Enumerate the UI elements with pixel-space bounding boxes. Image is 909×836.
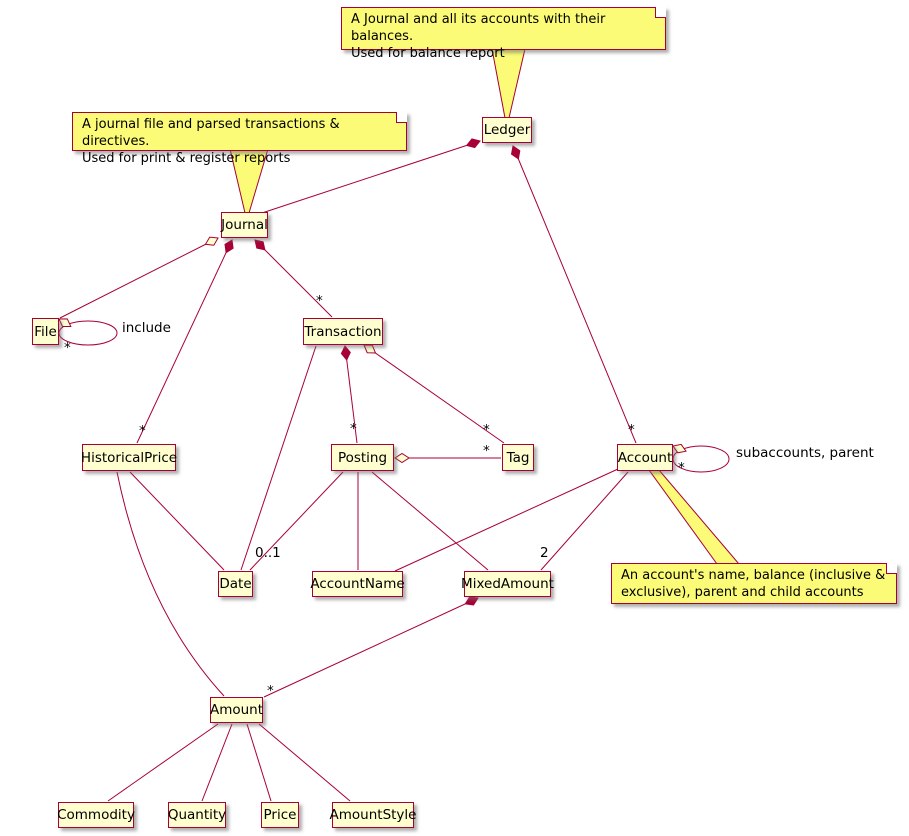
label-journal-transaction-mult: * <box>316 293 323 309</box>
class-box-accountname: AccountName <box>312 571 403 597</box>
edge-historicalprice-date <box>130 472 224 570</box>
account-note-connector <box>649 470 739 564</box>
account-note-line: An account's name, balance (inclusive & <box>621 568 886 583</box>
edge-mixedamount-amount <box>264 598 478 697</box>
class-box-date: Date <box>218 571 253 597</box>
decor-posting-tag <box>395 454 409 463</box>
edge-amount-price <box>247 724 271 801</box>
label-account-loop-mult: * <box>678 460 685 476</box>
label-account-loop-label: subaccounts, parent <box>736 445 874 461</box>
decor-ledger-account <box>512 146 520 159</box>
label-posting-date-mult: 0..1 <box>255 545 281 561</box>
decor-file-include <box>59 319 71 327</box>
class-box-amount: Amount <box>210 697 263 723</box>
note-fold-corner-icon <box>396 112 407 123</box>
decor-transaction-tag <box>364 345 376 353</box>
account-note <box>611 563 897 604</box>
label-file-include-label: include <box>122 320 171 336</box>
class-box-posting: Posting <box>331 444 394 471</box>
decor-mixedamount-amount <box>465 597 478 605</box>
ledger-note-line: Used for balance report <box>351 46 505 61</box>
label-ledger-account-mult: * <box>628 422 635 438</box>
journal-note-line: A journal file and parsed transactions & directives. <box>82 117 340 149</box>
class-box-tag: Tag <box>502 444 534 471</box>
class-box-mixedamount: MixedAmount <box>464 571 551 597</box>
label-posting-tag-mult: * <box>483 443 490 459</box>
decor-journal-transaction <box>255 240 265 250</box>
edge-journal-file <box>60 238 218 318</box>
edge-historicalprice-amount <box>117 472 224 696</box>
edge-amount-quantity <box>202 724 232 801</box>
label-transaction-tag-mult: * <box>483 422 490 438</box>
class-box-transaction: Transaction <box>303 318 383 345</box>
ledger-note <box>341 7 666 61</box>
class-box-file: File <box>32 318 59 345</box>
decor-account-subaccounts <box>673 444 686 452</box>
label-file-include-mult: * <box>64 340 71 356</box>
label-journal-hp-mult: * <box>139 423 146 439</box>
edge-journal-historicalprice <box>137 240 232 443</box>
ledger-note-line: A Journal and all its accounts with their balances. <box>351 12 606 44</box>
label-mixedamount-amount-mult: * <box>267 683 274 699</box>
note-fold-corner-icon <box>886 563 897 574</box>
class-box-price: Price <box>261 802 299 828</box>
note-fold-corner-icon <box>655 7 666 18</box>
edge-amount-amountstyle <box>259 724 350 801</box>
journal-note-line: Used for print & register reports <box>82 151 291 166</box>
class-box-amountstyle: AmountStyle <box>332 802 414 828</box>
edge-amount-commodity <box>108 724 218 801</box>
edge-account-mixedamount <box>541 472 628 570</box>
label-transaction-posting-mult: * <box>350 421 357 437</box>
label-account-mixedamount-mult: 2 <box>540 545 549 561</box>
class-box-journal: Journal <box>221 212 268 238</box>
decor-transaction-posting <box>341 346 350 360</box>
class-box-quantity: Quantity <box>168 802 226 828</box>
account-note-line: exclusive), parent and child accounts <box>621 585 864 600</box>
class-box-account: Account <box>617 444 673 471</box>
decor-journal-file <box>206 237 219 245</box>
class-box-commodity: Commodity <box>58 802 134 828</box>
class-box-ledger: Ledger <box>482 117 532 143</box>
edge-transaction-date <box>241 346 316 570</box>
journal-note <box>72 112 407 166</box>
decor-ledger-journal <box>467 139 480 148</box>
edge-ledger-account <box>513 146 636 443</box>
class-box-historicalprice: HistoricalPrice <box>82 444 176 471</box>
decor-journal-historicalprice <box>225 240 233 253</box>
